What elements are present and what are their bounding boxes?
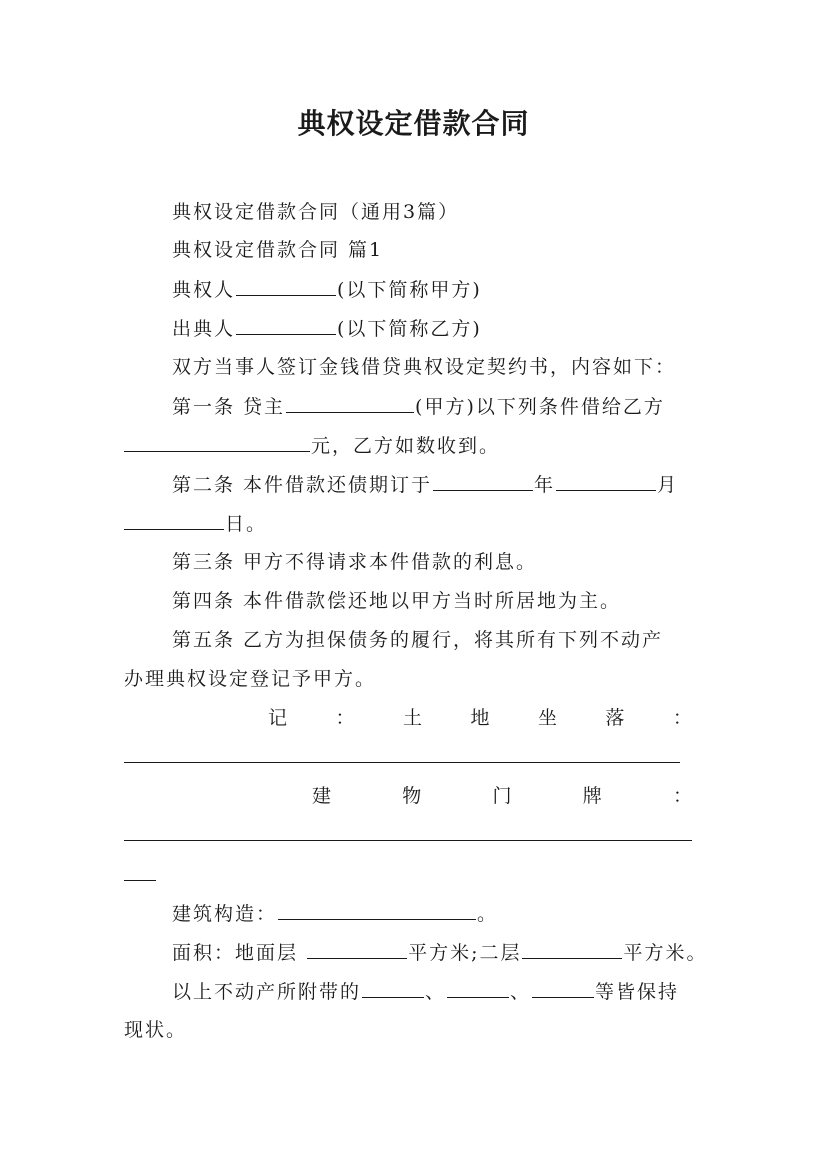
attachment-blank-3 <box>532 979 594 998</box>
intro-line: 双方当事人签订金钱借贷典权设定契约书，内容如下： <box>172 356 677 378</box>
party-b-line <box>172 316 482 341</box>
party-a-label: 典权人 <box>172 279 236 301</box>
door-char: 建 <box>312 785 332 807</box>
land-char: 地 <box>470 707 490 729</box>
door-number-blank-cont <box>124 880 156 881</box>
door-char: 门 <box>492 785 512 807</box>
attachments-start: 以上不动产所附带的 <box>172 981 362 1003</box>
land-char: ： <box>672 707 692 729</box>
area-end: 平方米。 <box>623 942 708 964</box>
door-char: ： <box>672 785 692 807</box>
article-4: 第四条 本件借款偿还地以甲方当时所居地为主。 <box>172 590 622 612</box>
article-5-line-2: 办理典权设定登记予甲方。 <box>124 668 377 690</box>
land-char: 记 <box>268 707 288 729</box>
attachment-blank-2 <box>447 979 509 998</box>
land-char: 坐 <box>537 707 557 729</box>
second-floor-blank <box>522 940 622 959</box>
article-1-line-2 <box>124 433 500 458</box>
day-blank <box>124 511 224 530</box>
article-1-start: 第一条 贷主 <box>172 396 286 418</box>
month-blank <box>556 472 656 491</box>
structure-blank <box>278 901 476 920</box>
day-label: 日。 <box>225 513 268 535</box>
door-char: 牌 <box>582 785 602 807</box>
party-b-suffix: (以下简称乙方) <box>337 318 482 340</box>
article-3: 第三条 甲方不得请求本件借款的利息。 <box>172 551 538 573</box>
attachment-sep-1: 、 <box>425 981 447 1003</box>
attachments-line-2: 现状。 <box>124 1019 188 1041</box>
attachments-mid: 等皆保持 <box>595 981 680 1003</box>
article-2-line-2 <box>124 511 267 536</box>
article-5-line-1: 第五条 乙方为担保债务的履行，将其所有下列不动产 <box>172 629 664 651</box>
land-char: 土 <box>402 707 422 729</box>
party-a-line <box>172 277 482 302</box>
month-label: 月 <box>657 474 679 496</box>
area-mid: 平方米;二层 <box>408 942 522 964</box>
section-heading: 典权设定借款合同 篇1 <box>172 239 384 261</box>
document-subtitle: 典权设定借款合同（通用3篇） <box>172 201 460 223</box>
door-number-blank <box>124 840 692 841</box>
door-number-label <box>312 784 692 808</box>
article-1-line-1 <box>172 394 665 419</box>
area-line <box>172 940 707 965</box>
party-b-blank <box>236 316 336 335</box>
attachment-sep-2: 、 <box>510 981 532 1003</box>
amount-blank <box>124 433 310 452</box>
year-blank <box>433 472 533 491</box>
party-a-suffix: (以下简称甲方) <box>337 279 482 301</box>
article-1-end: 元，乙方如数收到。 <box>311 435 501 457</box>
land-location-blank <box>124 762 680 763</box>
land-char: 落 <box>605 707 625 729</box>
attachments-line-1 <box>172 979 679 1004</box>
party-b-label: 出典人 <box>172 318 236 340</box>
land-location-label <box>268 706 692 730</box>
document-title: 典权设定借款合同 <box>297 107 530 140</box>
land-char: ： <box>335 707 355 729</box>
article-1-mid: (甲方)以下列条件借给乙方 <box>415 396 665 418</box>
structure-line <box>172 901 498 926</box>
year-label: 年 <box>534 474 556 496</box>
attachment-blank-1 <box>362 979 424 998</box>
lender-blank <box>286 394 414 413</box>
article-2-line-1 <box>172 472 678 497</box>
structure-end: 。 <box>477 903 499 925</box>
structure-label: 建筑构造： <box>172 903 278 925</box>
ground-floor-blank <box>307 940 407 959</box>
door-char: 物 <box>402 785 422 807</box>
party-a-blank <box>236 277 336 296</box>
area-start: 面积：地面层 <box>172 942 299 964</box>
article-2-start: 第二条 本件借款还债期订于 <box>172 474 433 496</box>
